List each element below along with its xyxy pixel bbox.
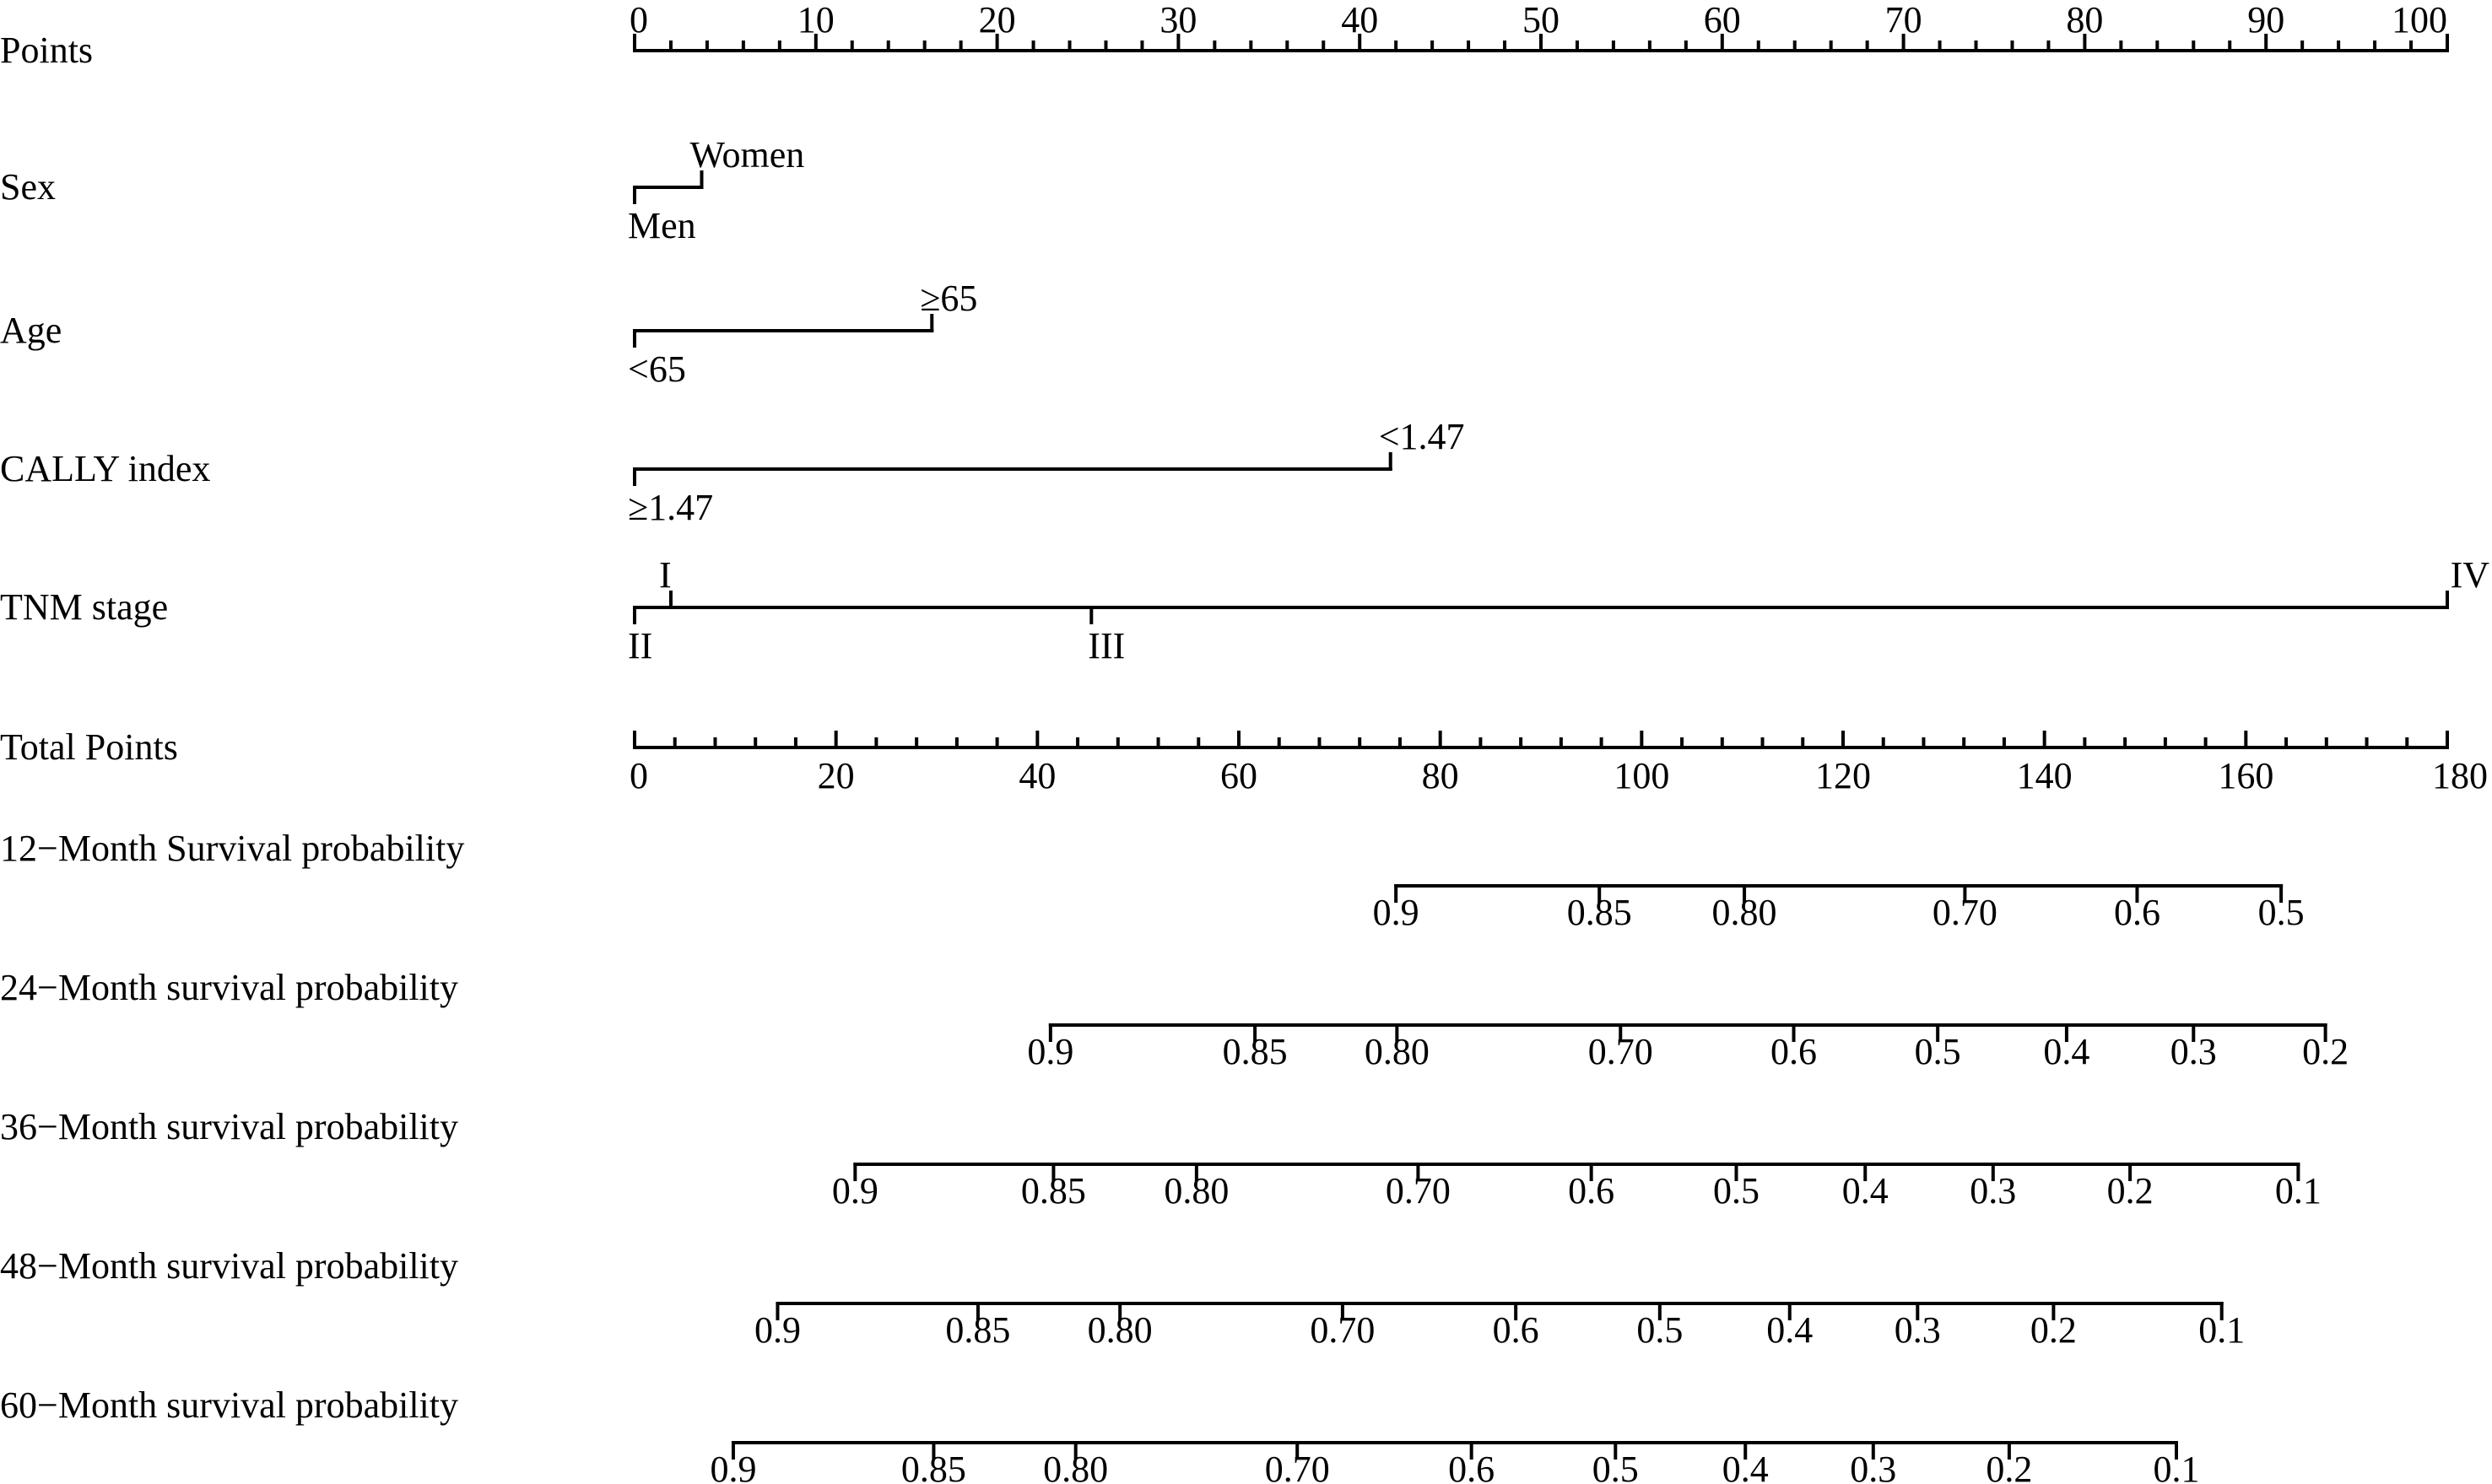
survival-axis-1-tick-label: 0.85 — [1566, 892, 1632, 933]
survival-axis-2-tick-label: 0.6 — [1770, 1031, 1818, 1072]
survival-axis-4-label: 48−Month survival probability — [0, 1245, 458, 1287]
survival-axis-5-tick-label: 0.70 — [1264, 1449, 1330, 1484]
survival-axis-3-tick-label: 0.4 — [1841, 1170, 1889, 1211]
survival-axis-4-tick-label: 0.3 — [1894, 1309, 1941, 1351]
survival-axis-4-tick-label: 0.1 — [2198, 1309, 2246, 1351]
age-level-label: ≥65 — [920, 278, 978, 319]
points-tick-label: 90 — [2247, 0, 2285, 40]
survival-axis-5-tick-label: 0.4 — [1722, 1449, 1769, 1484]
sex-level-label: Women — [689, 134, 805, 175]
survival-axis-1-tick-label: 0.70 — [1932, 892, 1997, 933]
survival-axis-2-tick-label: 0.80 — [1364, 1031, 1430, 1072]
survival-axis-5-tick-label: 0.3 — [1850, 1449, 1897, 1484]
tnm-stage-level-label: III — [1088, 625, 1126, 666]
total-points-tick-label: 0 — [630, 755, 648, 796]
cally-index-level-label: <1.47 — [1378, 416, 1465, 457]
survival-axis-1-tick-label: 0.5 — [2257, 892, 2305, 933]
age-level-label: <65 — [628, 348, 686, 390]
survival-axis-2-tick-label: 0.85 — [1222, 1031, 1288, 1072]
survival-axis-5-tick-label: 0.6 — [1448, 1449, 1495, 1484]
points-tick-label: 0 — [630, 0, 648, 40]
survival-axis-3-label: 36−Month survival probability — [0, 1106, 458, 1147]
tnm-stage-level-label: IV — [2450, 554, 2489, 596]
survival-axis-4-tick-label: 0.9 — [754, 1309, 801, 1351]
total-points-tick-label: 100 — [1614, 755, 1670, 796]
survival-axis-3-tick-label: 0.80 — [1164, 1170, 1230, 1211]
points-tick-label: 100 — [2392, 0, 2447, 40]
survival-axis-3-tick-label: 0.6 — [1568, 1170, 1615, 1211]
sex-level-label: Men — [628, 205, 696, 246]
total-points-axis-label: Total Points — [0, 726, 178, 768]
points-tick-label: 40 — [1341, 0, 1379, 40]
total-points-tick-label: 120 — [1815, 755, 1871, 796]
tnm-stage-label: TNM stage — [0, 586, 169, 628]
points-axis-label: Points — [0, 30, 94, 71]
survival-axis-5-tick-label: 0.5 — [1592, 1449, 1639, 1484]
total-points-tick-label: 60 — [1220, 755, 1257, 796]
survival-axis-2-tick-label: 0.9 — [1027, 1031, 1074, 1072]
survival-axis-2-tick-label: 0.70 — [1587, 1031, 1653, 1072]
total-points-tick-label: 80 — [1421, 755, 1459, 796]
survival-axis-5-tick-label: 0.85 — [900, 1449, 966, 1484]
survival-axis-3-tick-label: 0.9 — [831, 1170, 878, 1211]
survival-axis-4-tick-label: 0.85 — [945, 1309, 1011, 1351]
survival-axis-2-tick-label: 0.5 — [1914, 1031, 1961, 1072]
survival-axis-3-tick-label: 0.5 — [1713, 1170, 1760, 1211]
survival-axis-3-tick-label: 0.2 — [2106, 1170, 2154, 1211]
survival-axis-4-tick-label: 0.80 — [1087, 1309, 1153, 1351]
tnm-stage-level-label: I — [658, 554, 672, 596]
cally-index-level-label: ≥1.47 — [628, 487, 714, 528]
survival-axis-4-tick-label: 0.70 — [1310, 1309, 1376, 1351]
survival-axis-5-tick-label: 0.1 — [2153, 1449, 2200, 1484]
points-tick-label: 80 — [2066, 0, 2104, 40]
survival-axis-3-tick-label: 0.85 — [1020, 1170, 1086, 1211]
age-label: Age — [0, 310, 62, 351]
survival-axis-2-tick-label: 0.2 — [2302, 1031, 2349, 1072]
survival-axis-3-tick-label: 0.1 — [2274, 1170, 2322, 1211]
survival-axis-4-tick-label: 0.6 — [1492, 1309, 1539, 1351]
total-points-tick-label: 140 — [2016, 755, 2073, 796]
survival-axis-2-label: 24−Month survival probability — [0, 967, 458, 1008]
survival-axis-5-tick-label: 0.9 — [710, 1449, 757, 1484]
survival-axis-4-tick-label: 0.2 — [2030, 1309, 2077, 1351]
survival-axis-4-tick-label: 0.4 — [1766, 1309, 1814, 1351]
survival-axis-5-label: 60−Month survival probability — [0, 1384, 458, 1426]
total-points-tick-label: 20 — [817, 755, 855, 796]
survival-axis-2-tick-label: 0.3 — [2170, 1031, 2217, 1072]
points-tick-label: 20 — [978, 0, 1016, 40]
survival-axis-2-tick-label: 0.4 — [2043, 1031, 2090, 1072]
total-points-tick-label: 40 — [1019, 755, 1057, 796]
points-tick-label: 70 — [1884, 0, 1922, 40]
points-tick-label: 50 — [1522, 0, 1560, 40]
total-points-tick-label: 160 — [2218, 755, 2274, 796]
survival-axis-1-tick-label: 0.80 — [1711, 892, 1777, 933]
survival-axis-4-tick-label: 0.5 — [1636, 1309, 1684, 1351]
sex-label: Sex — [0, 166, 56, 208]
survival-axis-3-tick-label: 0.3 — [1970, 1170, 2017, 1211]
cally-index-label: CALLY index — [0, 448, 211, 489]
survival-axis-3-tick-label: 0.70 — [1385, 1170, 1451, 1211]
survival-axis-1-tick-label: 0.6 — [2113, 892, 2160, 933]
survival-axis-1-tick-label: 0.9 — [1372, 892, 1419, 933]
points-tick-label: 60 — [1703, 0, 1741, 40]
survival-axis-5-tick-label: 0.2 — [1986, 1449, 2033, 1484]
points-tick-label: 30 — [1160, 0, 1197, 40]
survival-axis-1-label: 12−Month Survival probability — [0, 828, 465, 869]
total-points-tick-label: 180 — [2432, 755, 2488, 796]
points-tick-label: 10 — [797, 0, 835, 40]
tnm-stage-level-label: II — [628, 625, 653, 666]
survival-axis-5-tick-label: 0.80 — [1043, 1449, 1109, 1484]
